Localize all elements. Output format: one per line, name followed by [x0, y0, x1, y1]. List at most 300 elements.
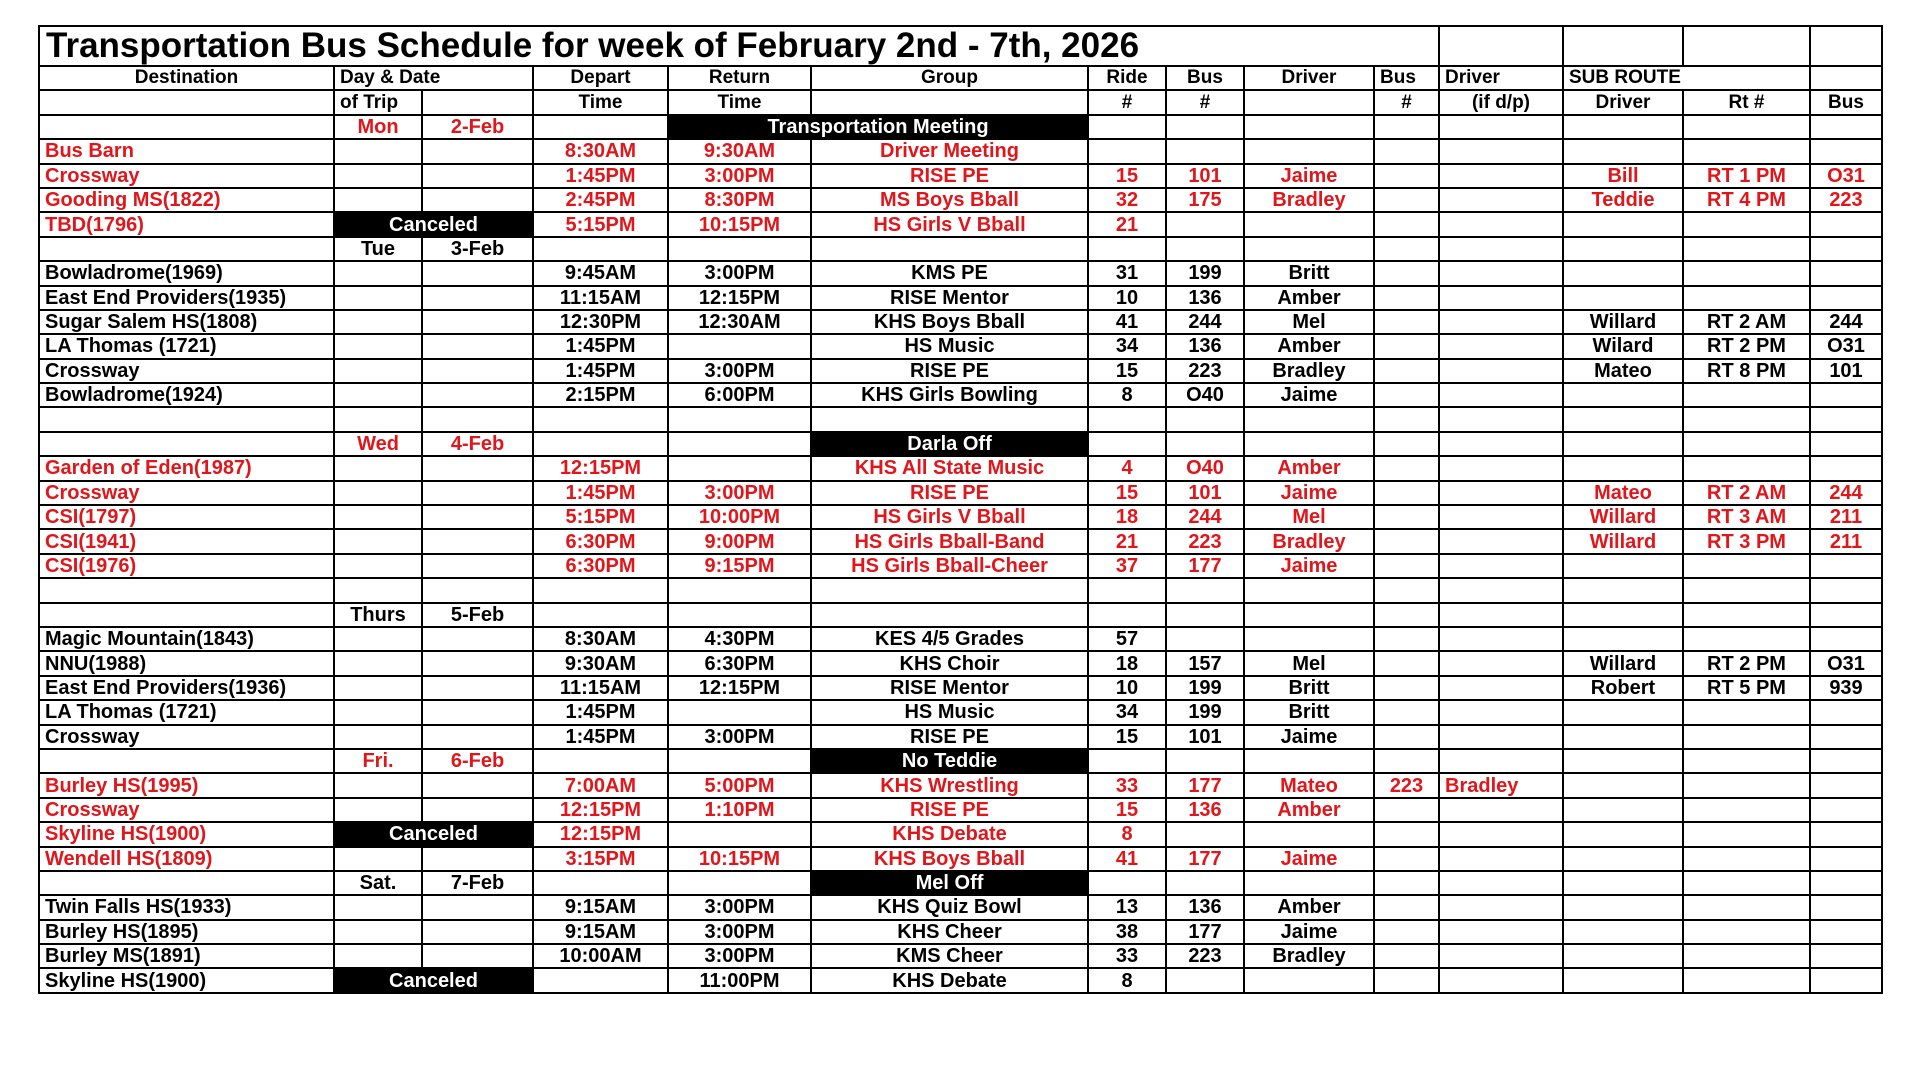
empty-cell [422, 627, 533, 651]
empty-cell [422, 407, 533, 431]
depart-time-cell: 8:30AM [533, 139, 668, 163]
depart-time-cell: 11:15AM [533, 286, 668, 310]
bus2-number-cell [1374, 261, 1439, 285]
group-cell: RISE PE [811, 481, 1088, 505]
empty-cell [334, 334, 422, 358]
driver2-cell [1439, 212, 1563, 236]
empty-cell [1166, 407, 1244, 431]
sub-route-bus-cell: 244 [1810, 310, 1882, 334]
empty-cell [422, 676, 533, 700]
group-cell: KHS Debate [811, 968, 1088, 992]
destination-cell: Sugar Salem HS(1808) [39, 310, 334, 334]
empty-cell [1810, 407, 1882, 431]
trip-row [39, 627, 1882, 651]
sub-route-bus-cell [1810, 700, 1882, 724]
empty-cell [533, 432, 668, 456]
empty-cell [1088, 115, 1166, 139]
sub-route-driver-cell [1563, 798, 1683, 822]
driver2-cell [1439, 529, 1563, 553]
empty-cell [1244, 749, 1374, 773]
bus-number-cell: 199 [1166, 261, 1244, 285]
destination-cell: LA Thomas (1721) [39, 700, 334, 724]
col-header-sub-driver: Driver [1563, 90, 1683, 114]
empty-cell [39, 90, 334, 114]
empty-cell [334, 456, 422, 480]
empty-cell [334, 286, 422, 310]
col-header-return-time: Time [668, 90, 811, 114]
bus2-number-cell [1374, 139, 1439, 163]
driver-cell: Britt [1244, 676, 1374, 700]
driver-cell: Amber [1244, 334, 1374, 358]
empty-cell [422, 456, 533, 480]
ride-number-cell: 33 [1088, 773, 1166, 797]
date-label: 2-Feb [422, 115, 533, 139]
bus2-number-cell [1374, 188, 1439, 212]
bus2-number-cell [1374, 944, 1439, 968]
group-cell: KHS All State Music [811, 456, 1088, 480]
sub-route-driver-cell [1563, 212, 1683, 236]
col-header-bus-num: # [1166, 90, 1244, 114]
bus-number-cell [1166, 968, 1244, 992]
driver-cell: Jaime [1244, 920, 1374, 944]
empty-cell [1810, 578, 1882, 602]
empty-cell [39, 749, 334, 773]
empty-cell [1439, 871, 1563, 895]
col-header-depart: Depart [533, 66, 668, 90]
empty-cell [334, 895, 422, 919]
col-header-bus-2: Bus [1374, 66, 1439, 90]
bus2-number-cell [1374, 676, 1439, 700]
sub-route-bus-cell: O31 [1810, 651, 1882, 675]
day-label: Tue [334, 237, 422, 261]
empty-cell [811, 237, 1088, 261]
ride-number-cell: 15 [1088, 164, 1166, 188]
header-row-1 [39, 66, 1882, 90]
group-cell: KMS Cheer [811, 944, 1088, 968]
bus2-number-cell [1374, 334, 1439, 358]
empty-cell [1244, 603, 1374, 627]
ride-number-cell: 8 [1088, 383, 1166, 407]
group-cell: Driver Meeting [811, 139, 1088, 163]
sub-route-rt-cell: RT 2 AM [1683, 481, 1810, 505]
empty-cell [39, 237, 334, 261]
ride-number-cell: 38 [1088, 920, 1166, 944]
driver-cell: Jaime [1244, 383, 1374, 407]
driver2-cell [1439, 920, 1563, 944]
empty-cell [1439, 432, 1563, 456]
bus-number-cell [1166, 822, 1244, 846]
ride-number-cell: 33 [1088, 944, 1166, 968]
empty-cell [1563, 603, 1683, 627]
sub-route-rt-cell [1683, 261, 1810, 285]
sub-route-rt-cell [1683, 212, 1810, 236]
empty-cell [39, 432, 334, 456]
destination-cell: Bowladrome(1969) [39, 261, 334, 285]
col-header-day-date: Day & Date [334, 66, 533, 90]
empty-cell [334, 407, 422, 431]
empty-cell [1088, 749, 1166, 773]
sub-route-rt-cell: RT 3 AM [1683, 505, 1810, 529]
bus-number-cell: 177 [1166, 554, 1244, 578]
driver2-cell [1439, 188, 1563, 212]
empty-cell [1563, 871, 1683, 895]
sub-route-rt-cell [1683, 627, 1810, 651]
driver-cell: Amber [1244, 895, 1374, 919]
date-label: 5-Feb [422, 603, 533, 627]
depart-time-cell: 6:30PM [533, 529, 668, 553]
trip-row [39, 968, 1882, 992]
empty-cell [533, 749, 668, 773]
empty-cell [1563, 432, 1683, 456]
ride-number-cell: 34 [1088, 700, 1166, 724]
empty-cell [334, 505, 422, 529]
depart-time-cell: 1:45PM [533, 164, 668, 188]
depart-time-cell: 1:45PM [533, 334, 668, 358]
trip-row [39, 456, 1882, 480]
empty-cell [39, 871, 334, 895]
destination-cell: Bus Barn [39, 139, 334, 163]
empty-cell [668, 432, 811, 456]
sub-route-driver-cell [1563, 139, 1683, 163]
bus-number-cell [1166, 139, 1244, 163]
depart-time-cell: 2:15PM [533, 383, 668, 407]
empty-cell [1683, 603, 1810, 627]
sub-route-rt-cell [1683, 700, 1810, 724]
destination-cell: CSI(1941) [39, 529, 334, 553]
bus2-number-cell [1374, 968, 1439, 992]
empty-cell [1683, 115, 1810, 139]
empty-cell [1166, 432, 1244, 456]
empty-cell [1810, 115, 1882, 139]
empty-cell [1374, 603, 1439, 627]
depart-time-cell: 8:30AM [533, 627, 668, 651]
group-cell: KHS Quiz Bowl [811, 895, 1088, 919]
empty-cell [422, 725, 533, 749]
sub-route-bus-cell [1810, 773, 1882, 797]
trip-row [39, 286, 1882, 310]
destination-cell: Wendell HS(1809) [39, 847, 334, 871]
driver2-cell [1439, 651, 1563, 675]
ride-number-cell: 21 [1088, 212, 1166, 236]
empty-cell [1683, 407, 1810, 431]
group-cell: KHS Boys Bball [811, 310, 1088, 334]
driver2-cell [1439, 725, 1563, 749]
depart-time-cell: 1:45PM [533, 359, 668, 383]
group-cell: HS Music [811, 700, 1088, 724]
trip-row [39, 139, 1882, 163]
ride-number-cell: 41 [1088, 847, 1166, 871]
trip-row [39, 188, 1882, 212]
driver2-cell [1439, 847, 1563, 871]
destination-cell: Twin Falls HS(1933) [39, 895, 334, 919]
bus-number-cell: 101 [1166, 725, 1244, 749]
empty-cell [668, 578, 811, 602]
trip-row [39, 773, 1882, 797]
return-time-cell: 9:00PM [668, 529, 811, 553]
bus-number-cell [1166, 627, 1244, 651]
trip-row [39, 164, 1882, 188]
empty-cell [422, 139, 533, 163]
day-banner: No Teddie [811, 749, 1088, 773]
sub-route-bus-cell: 223 [1810, 188, 1882, 212]
driver-cell: Amber [1244, 798, 1374, 822]
sub-route-driver-cell [1563, 383, 1683, 407]
empty-cell [334, 651, 422, 675]
sub-route-rt-cell [1683, 383, 1810, 407]
driver-cell [1244, 627, 1374, 651]
destination-cell: Crossway [39, 481, 334, 505]
empty-cell [39, 603, 334, 627]
bus-number-cell: 244 [1166, 310, 1244, 334]
empty-cell [334, 359, 422, 383]
bus2-number-cell [1374, 529, 1439, 553]
empty-cell [1563, 237, 1683, 261]
driver2-cell [1439, 700, 1563, 724]
sub-route-driver-cell: Robert [1563, 676, 1683, 700]
empty-cell [334, 554, 422, 578]
empty-cell [334, 578, 422, 602]
driver-cell: Mel [1244, 651, 1374, 675]
empty-cell [1244, 432, 1374, 456]
empty-cell [422, 188, 533, 212]
trip-row [39, 847, 1882, 871]
bus2-number-cell [1374, 627, 1439, 651]
empty-cell [334, 700, 422, 724]
driver2-cell [1439, 286, 1563, 310]
return-time-cell: 3:00PM [668, 164, 811, 188]
sub-route-bus-cell [1810, 920, 1882, 944]
trip-row [39, 261, 1882, 285]
col-header-depart-time: Time [533, 90, 668, 114]
day-label: Thurs [334, 603, 422, 627]
trip-row [39, 310, 1882, 334]
sub-route-rt-cell: RT 5 PM [1683, 676, 1810, 700]
depart-time-cell: 9:15AM [533, 895, 668, 919]
empty-cell [1088, 578, 1166, 602]
group-cell: RISE Mentor [811, 286, 1088, 310]
empty-cell [1683, 749, 1810, 773]
return-time-cell: 8:30PM [668, 188, 811, 212]
sub-route-rt-cell: RT 8 PM [1683, 359, 1810, 383]
sub-route-rt-cell: RT 2 PM [1683, 651, 1810, 675]
return-time-cell [668, 700, 811, 724]
empty-cell [668, 407, 811, 431]
trip-row [39, 481, 1882, 505]
day-header-row [39, 115, 1882, 139]
driver2-cell [1439, 383, 1563, 407]
return-time-cell [668, 334, 811, 358]
bus-number-cell: O40 [1166, 383, 1244, 407]
empty-cell [668, 237, 811, 261]
destination-cell: CSI(1797) [39, 505, 334, 529]
day-label: Sat. [334, 871, 422, 895]
group-cell: RISE PE [811, 359, 1088, 383]
driver-cell: Jaime [1244, 164, 1374, 188]
return-time-cell: 3:00PM [668, 359, 811, 383]
ride-number-cell: 18 [1088, 651, 1166, 675]
sub-route-bus-cell [1810, 383, 1882, 407]
empty-cell [334, 798, 422, 822]
day-header-row [39, 749, 1882, 773]
sub-route-driver-cell [1563, 700, 1683, 724]
group-cell: KHS Girls Bowling [811, 383, 1088, 407]
destination-cell: East End Providers(1936) [39, 676, 334, 700]
driver-cell: Bradley [1244, 188, 1374, 212]
empty-cell [1439, 407, 1563, 431]
sub-route-rt-cell: RT 1 PM [1683, 164, 1810, 188]
bus-number-cell: 101 [1166, 481, 1244, 505]
col-header-bus: Bus [1166, 66, 1244, 90]
depart-time-cell: 1:45PM [533, 725, 668, 749]
sub-route-driver-cell: Mateo [1563, 359, 1683, 383]
bus-number-cell: 136 [1166, 286, 1244, 310]
sub-route-driver-cell [1563, 920, 1683, 944]
empty-cell [422, 261, 533, 285]
empty-cell [668, 749, 811, 773]
sub-route-bus-cell [1810, 456, 1882, 480]
destination-cell: Garden of Eden(1987) [39, 456, 334, 480]
return-time-cell [668, 822, 811, 846]
bus-number-cell: 177 [1166, 847, 1244, 871]
depart-time-cell: 11:15AM [533, 676, 668, 700]
sub-route-rt-cell: RT 3 PM [1683, 529, 1810, 553]
empty-cell [1166, 603, 1244, 627]
bus2-number-cell [1374, 700, 1439, 724]
empty-cell [533, 237, 668, 261]
sub-route-rt-cell [1683, 944, 1810, 968]
empty-cell [1563, 407, 1683, 431]
sub-route-bus-cell: 211 [1810, 505, 1882, 529]
empty-cell [1374, 749, 1439, 773]
empty-cell [1166, 871, 1244, 895]
bus-number-cell: 244 [1166, 505, 1244, 529]
empty-cell [1810, 66, 1882, 90]
driver2-cell [1439, 822, 1563, 846]
group-cell: MS Boys Bball [811, 188, 1088, 212]
driver-cell: Mel [1244, 310, 1374, 334]
bus-number-cell: 136 [1166, 798, 1244, 822]
empty-cell [422, 334, 533, 358]
group-cell: KHS Boys Bball [811, 847, 1088, 871]
driver2-cell [1439, 798, 1563, 822]
empty-cell [334, 310, 422, 334]
empty-cell [1244, 871, 1374, 895]
day-banner: Mel Off [811, 871, 1088, 895]
driver2-cell [1439, 944, 1563, 968]
ride-number-cell: 13 [1088, 895, 1166, 919]
day-label: Mon [334, 115, 422, 139]
sub-route-driver-cell [1563, 286, 1683, 310]
destination-cell: Crossway [39, 725, 334, 749]
return-time-cell: 5:00PM [668, 773, 811, 797]
driver2-cell [1439, 676, 1563, 700]
day-label: Wed [334, 432, 422, 456]
bus2-number-cell [1374, 164, 1439, 188]
empty-cell [533, 603, 668, 627]
trip-row [39, 822, 1882, 846]
day-header-row [39, 237, 1882, 261]
empty-cell [422, 920, 533, 944]
empty-cell [1088, 432, 1166, 456]
sub-route-rt-cell [1683, 554, 1810, 578]
return-time-cell: 3:00PM [668, 725, 811, 749]
group-cell: RISE PE [811, 798, 1088, 822]
driver-cell: Mateo [1244, 773, 1374, 797]
col-header-ride: Ride [1088, 66, 1166, 90]
driver2-cell [1439, 505, 1563, 529]
trip-row [39, 920, 1882, 944]
trip-row [39, 725, 1882, 749]
col-header-bus2-num: # [1374, 90, 1439, 114]
depart-time-cell: 10:00AM [533, 944, 668, 968]
date-label: 3-Feb [422, 237, 533, 261]
trip-row [39, 212, 1882, 236]
empty-cell [39, 407, 334, 431]
day-banner: Darla Off [811, 432, 1088, 456]
empty-cell [1810, 871, 1882, 895]
group-cell: RISE PE [811, 164, 1088, 188]
driver-cell: Bradley [1244, 359, 1374, 383]
destination-cell: Burley HS(1995) [39, 773, 334, 797]
empty-cell [334, 481, 422, 505]
sub-route-driver-cell [1563, 725, 1683, 749]
return-time-cell: 10:00PM [668, 505, 811, 529]
empty-cell [1683, 237, 1810, 261]
empty-cell [1439, 578, 1563, 602]
driver-cell: Amber [1244, 286, 1374, 310]
driver2-cell [1439, 895, 1563, 919]
empty-cell [39, 578, 334, 602]
sub-route-driver-cell: Bill [1563, 164, 1683, 188]
empty-cell [1244, 237, 1374, 261]
driver2-cell [1439, 554, 1563, 578]
driver2-cell [1439, 139, 1563, 163]
bus2-number-cell [1374, 798, 1439, 822]
empty-cell [39, 115, 334, 139]
sub-route-rt-cell [1683, 895, 1810, 919]
return-time-cell: 11:00PM [668, 968, 811, 992]
empty-cell [334, 920, 422, 944]
driver-cell: Britt [1244, 700, 1374, 724]
bus2-number-cell [1374, 286, 1439, 310]
group-cell: HS Music [811, 334, 1088, 358]
empty-cell [422, 164, 533, 188]
trip-row [39, 554, 1882, 578]
sub-route-bus-cell: 101 [1810, 359, 1882, 383]
sub-route-driver-cell: Willard [1563, 505, 1683, 529]
destination-cell: East End Providers(1935) [39, 286, 334, 310]
sub-route-driver-cell: Willard [1563, 651, 1683, 675]
empty-cell [422, 554, 533, 578]
page-title: Transportation Bus Schedule for week of February 2nd - 7th, 2026 [39, 26, 1439, 66]
title-row [39, 26, 1882, 66]
driver-cell [1244, 212, 1374, 236]
empty-cell [1166, 237, 1244, 261]
depart-time-cell: 2:45PM [533, 188, 668, 212]
driver2-cell [1439, 359, 1563, 383]
trip-row [39, 383, 1882, 407]
empty-cell [334, 676, 422, 700]
empty-cell [422, 651, 533, 675]
empty-cell [1810, 749, 1882, 773]
empty-cell [422, 90, 533, 114]
empty-cell [1374, 578, 1439, 602]
trip-row [39, 895, 1882, 919]
empty-cell [811, 603, 1088, 627]
ride-number-cell: 18 [1088, 505, 1166, 529]
group-cell: KHS Cheer [811, 920, 1088, 944]
ride-number-cell: 37 [1088, 554, 1166, 578]
